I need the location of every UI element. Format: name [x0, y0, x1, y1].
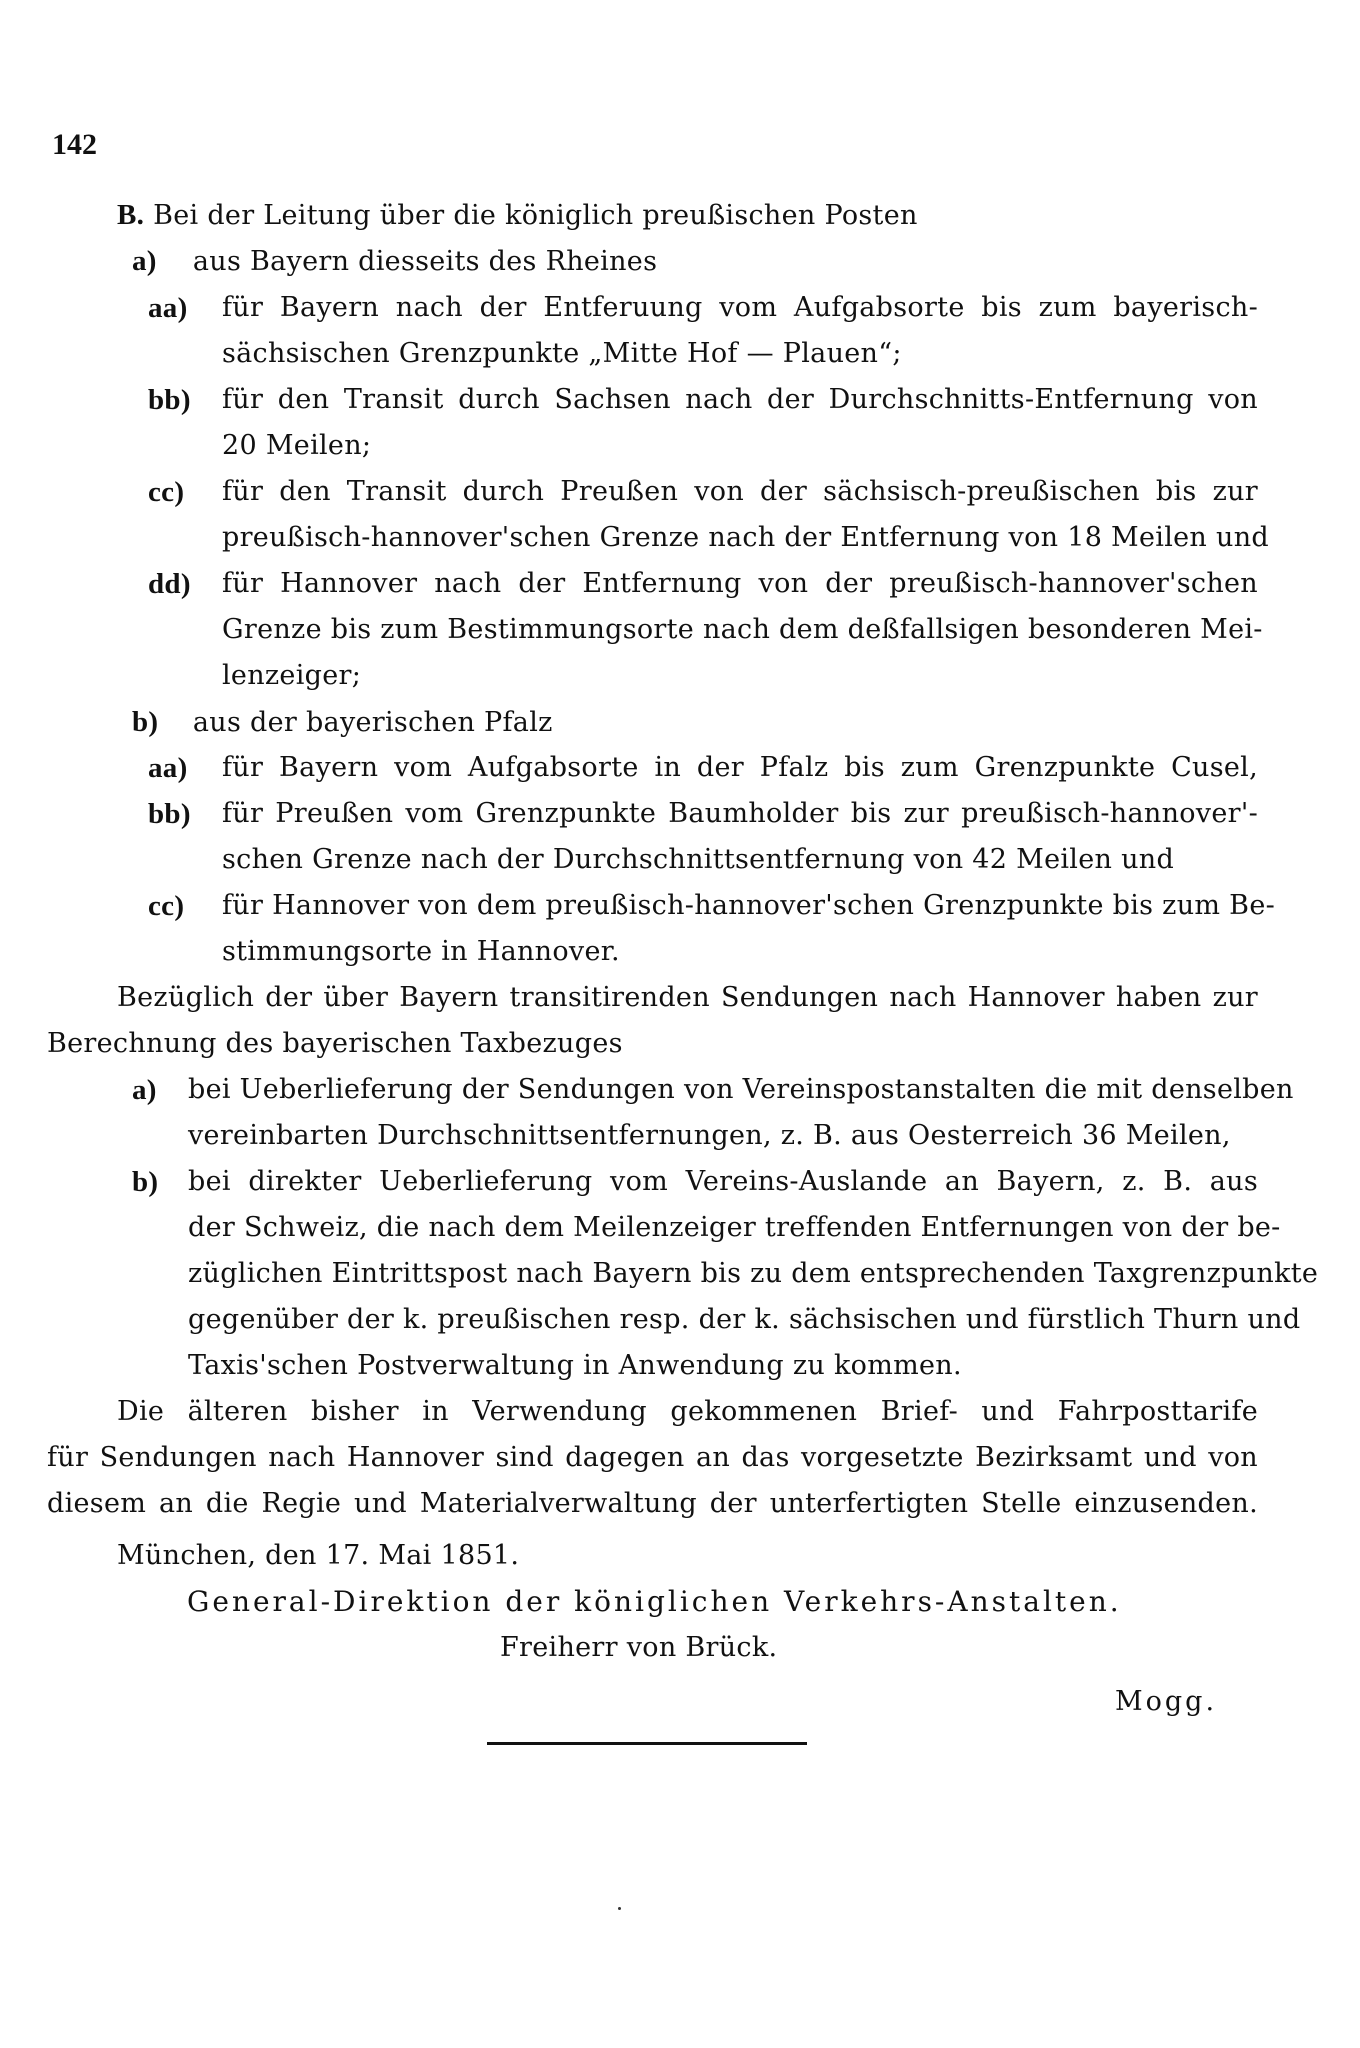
list-item-line: für den Transit durch Preußen von der sächsisch-preußischen bis zur	[222, 476, 1258, 507]
section-heading-text: Bei der Leitung über die königlich preußischen Posten	[153, 200, 918, 231]
subsection-label: a)	[132, 245, 157, 277]
subsection-text: aus der bayerischen Pfalz	[192, 707, 553, 738]
list-item-line: stimmungsorte in Hannover.	[222, 936, 620, 967]
subsection-text: aus Bayern diesseits des Rheines	[192, 246, 658, 277]
list-item-line: für Preußen vom Grenzpunkte Baumholder bis zur preußisch-hannover'-	[222, 798, 1258, 829]
paragraph-line: diesem an die Regie und Materialverwaltung der unterfertigten Stelle einzusenden.	[47, 1488, 1258, 1519]
list-item-label	[148, 564, 191, 605]
list-item-label	[132, 1070, 157, 1111]
section-label: B.	[117, 199, 145, 231]
item-label: dd)	[148, 568, 191, 600]
item-label: a)	[132, 1074, 157, 1106]
list-item-line: bei Ueberlieferung der Sendungen von Vereinspostanstalten die mit denselben	[188, 1074, 1294, 1105]
list-item-line: schen Grenze nach der Durchschnittsentfernung von 42 Meilen und	[222, 844, 1175, 875]
list-item-line: vereinbarten Durchschnittsentfernungen, z. B. aus Oesterreich 36 Meilen,	[188, 1120, 1231, 1151]
list-item-line: für Hannover nach der Entfernung von der preußisch-hannover'schen	[222, 568, 1258, 599]
countersignature: Mogg.	[1115, 1686, 1218, 1717]
closing-divider	[487, 1742, 807, 1745]
list-item-label	[148, 380, 191, 421]
item-label: aa)	[148, 292, 188, 324]
item-label: cc)	[148, 890, 185, 922]
item-label: bb)	[148, 384, 191, 416]
subsection-a	[132, 241, 657, 282]
issuing-authority: General-Direktion der königlichen Verkehrs-Anstalten.	[187, 1585, 1122, 1618]
item-label: b)	[132, 1166, 159, 1198]
list-item-line: für Bayern nach der Entferuung vom Aufgabsorte bis zum bayerisch-	[222, 292, 1258, 323]
paragraph-line: Berechnung des bayerischen Taxbezuges	[47, 1028, 623, 1059]
list-item-line: lenzeiger;	[222, 660, 362, 691]
place-date: München, den 17. Mai 1851.	[117, 1540, 520, 1571]
list-item-line: sächsischen Grenzpunkte „Mitte Hof — Plauen“;	[222, 338, 902, 369]
print-speck	[618, 1907, 621, 1910]
list-item-line: für den Transit durch Sachsen nach der Durchschnitts-Entfernung von	[222, 384, 1258, 415]
item-label: aa)	[148, 752, 188, 784]
list-item-line: der Schweiz, die nach dem Meilenzeiger treffenden Entfernungen von der be-	[188, 1212, 1281, 1243]
list-item-line: preußisch-hannover'schen Grenze nach der Entfernung von 18 Meilen und	[222, 522, 1269, 553]
list-item-label	[148, 886, 184, 927]
section-b-heading	[117, 195, 918, 236]
list-item-label	[148, 794, 191, 835]
list-item-line: Grenze bis zum Bestimmungsorte nach dem deßfallsigen besonderen Mei-	[222, 614, 1263, 645]
list-item-line: bei direkter Ueberlieferung vom Vereins-Auslande an Bayern, z. B. aus	[188, 1166, 1258, 1197]
subsection-label: b)	[132, 706, 159, 738]
list-item-label	[148, 288, 188, 329]
list-item-line: für Hannover von dem preußisch-hannover'schen Grenzpunkte bis zum Be-	[222, 890, 1276, 921]
list-item-line: für Bayern vom Aufgabsorte in der Pfalz bis zum Grenzpunkte Cusel,	[222, 752, 1258, 783]
list-item-label	[132, 1162, 158, 1203]
paragraph-line: Bezüglich der über Bayern transitirenden Sendungen nach Hannover haben zur	[117, 982, 1258, 1013]
page-number: 142	[52, 128, 97, 161]
list-item-line: Taxis'schen Postverwaltung in Anwendung zu kommen.	[188, 1350, 962, 1381]
list-item-label	[148, 748, 188, 789]
list-item-line: gegenüber der k. preußischen resp. der k. sächsischen und fürstlich Thurn und	[188, 1304, 1301, 1335]
list-item-line: züglichen Eintrittspost nach Bayern bis zu dem entsprechenden Taxgrenzpunkte	[188, 1258, 1319, 1289]
paragraph-line: Die älteren bisher in Verwendung gekommenen Brief- und Fahrposttarife	[117, 1396, 1258, 1427]
item-label: bb)	[148, 798, 191, 830]
subsection-b	[132, 702, 553, 743]
signatory: Freiherr von Brück.	[500, 1632, 778, 1663]
list-item-label	[148, 472, 184, 513]
paragraph-line: für Sendungen nach Hannover sind dagegen an das vorgesetzte Bezirksamt und von	[47, 1442, 1258, 1473]
item-label: cc)	[148, 476, 185, 508]
list-item-line: 20 Meilen;	[222, 430, 372, 461]
